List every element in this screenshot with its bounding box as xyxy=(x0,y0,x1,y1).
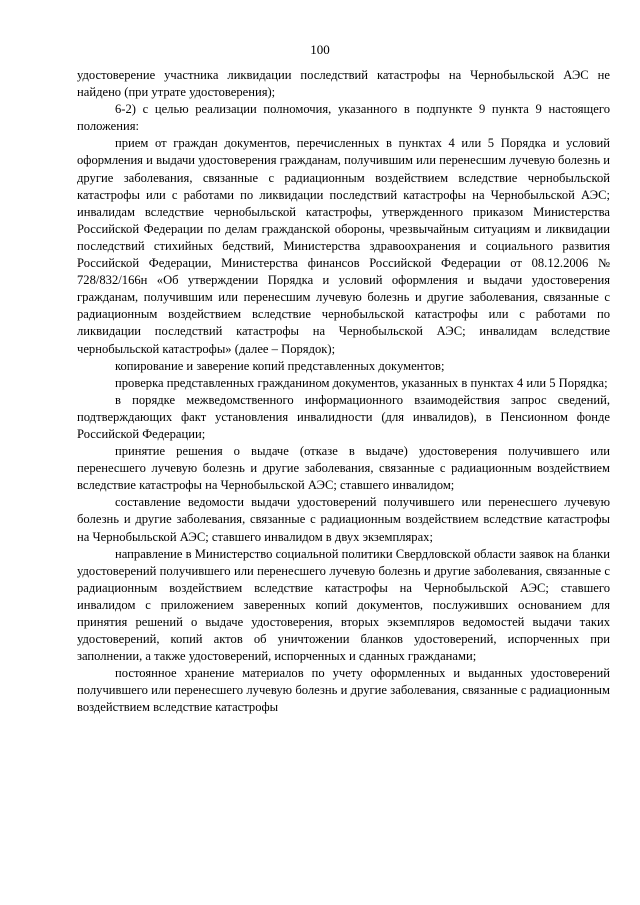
paragraph-clause-6-2: 6-2) с целью реализации полномочия, указанного в подпункте 9 пункта 9 настоящего положения: xyxy=(77,102,610,134)
paragraph-interagency-request: в порядке межведомственного информационного взаимодействия запрос сведений, подтверждающих факт установления инвалидности (для инвалидов), в Пенсионном фонде Российской Федерации; xyxy=(77,392,610,441)
paragraph-decision: принятие решения о выдаче (отказе в выдаче) удостоверения получившего или перенесшего лучевую болезнь и другие заболевания, связанные с радиационным воздействием вследствие катастрофы на Чернобыльской АЭС; ставшего инвалидом; xyxy=(77,444,610,493)
paragraph-permanent-storage: постоянное хранение материалов по учету оформленных и выданных удостоверений получившего или перенесшего лучевую болезнь и другие заболевания, связанные с радиационным воздействием вследствие катастрофы xyxy=(77,666,610,715)
paragraph-blank-requests: направление в Министерство социальной политики Свердловской области заявок на бланки удостоверений получившего или перенесшего лучевую болезнь и другие заболевания, связанные с радиационным воздействием вследствие катастрофы на Чернобыльской АЭС; ставшего инвалидом с приложением заверенных копий документов, послуживших основанием для принятия решений о выдаче удостоверения, вторых экземпляров ведомостей выдачи таких удостоверений, копий актов об уничтожении бланков удостоверений, испорченных при заполнении, а также удостоверений, испорченных и сданных гражданами; xyxy=(77,546,610,664)
paragraph-continuation: удостоверение участника ликвидации последствий катастрофы на Чернобыльской АЭС не найдено (при утрате удостоверения); xyxy=(77,68,610,100)
paragraph-issue-register: составление ведомости выдачи удостоверений получившего или перенесшего лучевую болезнь и другие заболевания, связанные с радиационным воздействием вследствие катастрофы на Чернобыльской АЭС; ставшего инвалидом в двух экземплярах; xyxy=(77,495,610,544)
paragraph-document-check: проверка представленных гражданином документов, указанных в пунктах 4 или 5 Порядка; xyxy=(115,375,608,390)
document-body xyxy=(77,67,610,717)
page-number: 100 xyxy=(310,42,330,57)
paragraph-document-intake: прием от граждан документов, перечисленных в пунктах 4 или 5 Порядка и условий оформления и выдачи удостоверения гражданам, получившим или перенесшим лучевую болезнь и другие заболевания, связанные с радиационным воздействием вследствие чернобыльской катастрофы или с работами по ликвидации последствий катастрофы на Чернобыльской АЭС; инвалидам вследствие чернобыльской катастрофы, утвержденного приказом Министерства Российской Федерации по делам гражданской обороны, чрезвычайным ситуациям и ликвидации последствий стихийных бедствий, Министерства здравоохранения и социального развития Российской Федерации, Министерства финансов Российской Федерации от 08.12.2006 № 728/832/166н «Об утверждении Порядка и условий оформления и выдачи удостоверения гражданам, получившим или перенесшим лучевую болезнь и другие заболевания, связанные с радиационным воздействием вследствие чернобыльской катастрофы или с работами по ликвидации последствий катастрофы на Чернобыльской АЭС; инвалидам вследствие чернобыльской катастрофы» (далее – Порядок); xyxy=(77,136,610,356)
paragraph-copy-certification: копирование и заверение копий представленных документов; xyxy=(115,358,445,373)
